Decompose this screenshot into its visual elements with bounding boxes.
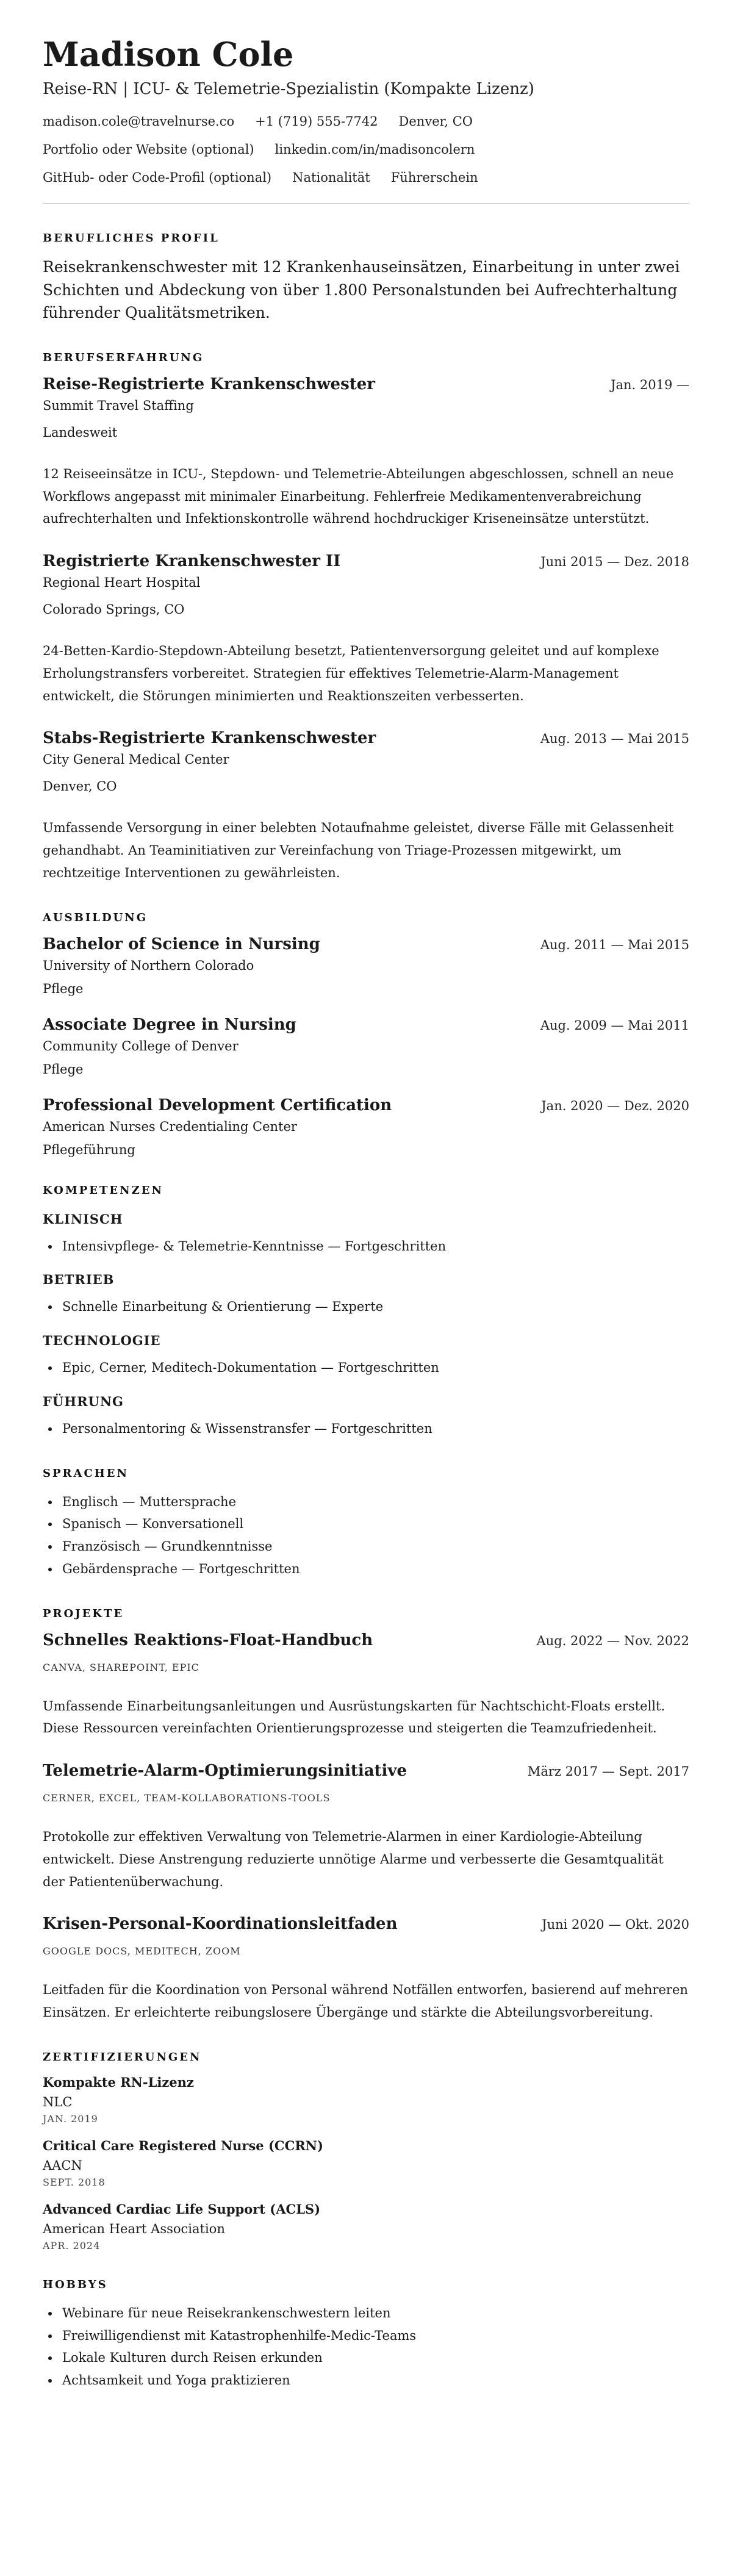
languages-section: [43, 1467, 689, 1580]
hobbies-section: [43, 2278, 689, 2392]
hobby-item: • Freiwilligendienst mit Katastrophenhilfe-Medic-Teams: [60, 2325, 689, 2347]
field-of-study: Pflege: [43, 981, 84, 996]
phone-number[interactable]: +1 (719) 555-7742: [255, 114, 378, 129]
certifications-section: [43, 2051, 689, 2251]
job-date: Jan. 2019 —: [611, 377, 689, 392]
location: Denver, CO: [398, 114, 473, 129]
skill-item: • Personalmentoring & Wissenstransfer — Fortgeschritten: [60, 1418, 689, 1440]
education-date: Aug. 2009 — Mai 2011: [540, 1017, 689, 1033]
hobby-item: • Achtsamkeit und Yoga praktizieren: [60, 2369, 689, 2392]
skill-list: [43, 1357, 689, 1379]
summary-text: Reisekrankenschwester mit 12 Krankenhauseinsätzen, Einarbeitung in unter zwei Schichten und Abdeckung von über 1.800 Personalstunden bei Aufrechterhaltung führender Qualitätsmetriken.: [43, 258, 680, 322]
skills-section: [43, 1184, 689, 1440]
project-description: Leitfaden für die Koordination von Personal während Notfällen entworfen, basierend auf mehreren Einsätzen. Er erleichterte reibungslosere Übergänge und stärkte die Abteilungsvorbereitung.: [43, 1982, 688, 2020]
skill-category: KLINISCH: [43, 1211, 123, 1227]
resume-header: [43, 37, 689, 185]
field-of-study: Pflege: [43, 1061, 84, 1077]
section-title: BERUFSERFAHRUNG: [43, 351, 204, 364]
language-item: • Französisch — Grundkenntnisse: [60, 1535, 689, 1558]
section-title: PROJEKTE: [43, 1607, 124, 1620]
certification-name: Kompakte RN-Lizenz: [43, 2074, 194, 2090]
certification-name: Critical Care Registered Nurse (CCRN): [43, 2137, 323, 2153]
skill-list: [43, 1296, 689, 1318]
company: Summit Travel Staffing: [43, 398, 194, 413]
section-title: AUSBILDUNG: [43, 911, 148, 924]
nationality: Nationalität: [292, 170, 370, 185]
job-description: Umfassende Versorgung in einer belebten Notaufnahme geleistet, diverse Fälle mit Gelassenheit gehandhabt. An Teaminitiativen zur Vereinfachung von Triage-Prozessen mitgewirkt, um rechtzeitige Interventionen zu gewährleisten.: [43, 820, 674, 880]
language-item: • Englisch — Muttersprache: [60, 1491, 689, 1513]
job-location: Denver, CO: [43, 779, 117, 794]
job-description: 12 Reiseeinsätze in ICU-, Stepdown- und Telemetrie-Abteilungen abgeschlossen, schnell an neue Workflows angepasst mit minimaler Einarbeitung. Fehlerfreie Medikamentenverabreichung aufrechterhalten und Infektionskontrolle während hochdruckiger Kriseneinsätze unterstützt.: [43, 466, 674, 526]
job-date: Aug. 2013 — Mai 2015: [540, 731, 689, 747]
certification-entry: [43, 2201, 689, 2251]
job-location: Landesweit: [43, 425, 118, 440]
section-title: ZERTIFIZIERUNGEN: [43, 2050, 202, 2064]
hobby-item: • Webinare für neue Reisekrankenschwestern leiten: [60, 2302, 689, 2325]
education-entry: [43, 935, 689, 996]
email-link[interactable]: madison.cole@travelnurse.co: [43, 114, 235, 129]
section-title: HOBBYS: [43, 2278, 108, 2291]
education-entry: [43, 1016, 689, 1077]
school: University of Northern Colorado: [43, 958, 254, 973]
education-date: Jan. 2020 — Dez. 2020: [541, 1098, 689, 1113]
headline: Reise-RN | ICU- & Telemetrie-Spezialistin (Kompakte Lizenz): [43, 80, 534, 99]
job-title: Stabs-Registrierte Krankenschwester: [43, 729, 376, 748]
skill-list: [43, 1418, 689, 1440]
projects-section: [43, 1607, 689, 2024]
summary-section: [43, 232, 689, 325]
experience-entry: [43, 552, 689, 707]
contact-row-3: [43, 170, 689, 185]
degree: Bachelor of Science in Nursing: [43, 935, 320, 953]
skill-list: [43, 1235, 689, 1258]
certification-entry: [43, 2075, 689, 2125]
certification-entry: [43, 2138, 689, 2188]
education-date: Aug. 2011 — Mai 2015: [540, 937, 689, 952]
skill-item: • Intensivpflege- & Telemetrie-Kenntnisse — Fortgeschritten: [60, 1235, 689, 1258]
project-date: Juni 2020 — Okt. 2020: [542, 1917, 689, 1932]
portfolio-link[interactable]: Portfolio oder Website (optional): [43, 142, 254, 157]
company: City General Medical Center: [43, 752, 229, 767]
certification-issuer: American Heart Association: [43, 2221, 225, 2236]
experience-entry: [43, 729, 689, 884]
project-description: Umfassende Einarbeitungsanleitungen und Ausrüstungskarten für Nachtschicht-Floats erstellt. Diese Ressourcen vereinfachten Orientierungsprozesse und steigerten die Teamzufriedenheit.: [43, 1698, 666, 1736]
job-title: Registrierte Krankenschwester II: [43, 552, 341, 571]
project-name: Krisen-Personal-Koordinationsleitfaden: [43, 1915, 398, 1934]
section-title: SPRACHEN: [43, 1466, 129, 1480]
skill-item: • Epic, Cerner, Meditech-Dokumentation — Fortgeschritten: [60, 1357, 689, 1379]
skill-item: • Schnelle Einarbeitung & Orientierung — Experte: [60, 1296, 689, 1318]
company: Regional Heart Hospital: [43, 575, 201, 590]
field-of-study: Pflegeführung: [43, 1142, 135, 1157]
skill-category: FÜHRUNG: [43, 1393, 124, 1409]
hobby-list: [43, 2302, 689, 2392]
project-entry: [43, 1762, 689, 1893]
section-title: KOMPETENZEN: [43, 1183, 163, 1197]
project-date: Aug. 2022 — Nov. 2022: [536, 1633, 689, 1648]
linkedin-link[interactable]: linkedin.com/in/madisoncolern: [274, 142, 475, 157]
project-tech: CANVA, SHAREPOINT, EPIC: [43, 1661, 199, 1673]
project-name: Schnelles Reaktions-Float-Handbuch: [43, 1631, 373, 1649]
skill-category: BETRIEB: [43, 1272, 115, 1288]
job-description: 24-Betten-Kardio-Stepdown-Abteilung besetzt, Patientenversorgung geleitet und auf komplexe Erholungstransfers vorbereitet. Strategien für effektives Telemetrie-Alarm-Management entwickelt, die Störungen minimierten und Reaktionszeiten verbesserten.: [43, 644, 659, 703]
job-location: Colorado Springs, CO: [43, 602, 185, 617]
education-section: [43, 911, 689, 1157]
certification-date: SEPT. 2018: [43, 2176, 106, 2188]
project-date: März 2017 — Sept. 2017: [527, 1764, 689, 1779]
language-item: • Spanisch — Konversationell: [60, 1513, 689, 1535]
job-title: Reise-Registrierte Krankenschwester: [43, 375, 375, 393]
skill-category: TECHNOLOGIE: [43, 1333, 161, 1349]
language-list: [43, 1491, 689, 1580]
experience-section: [43, 351, 689, 884]
degree: Professional Development Certification: [43, 1096, 392, 1114]
certification-date: JAN. 2019: [43, 2112, 98, 2125]
contact-row-1: [43, 114, 689, 129]
school: American Nurses Credentialing Center: [43, 1119, 297, 1134]
project-entry: [43, 1631, 689, 1740]
school: Community College of Denver: [43, 1038, 239, 1053]
section-title: BERUFLICHES PROFIL: [43, 232, 220, 245]
degree: Associate Degree in Nursing: [43, 1015, 296, 1034]
drivers-license: Führerschein: [390, 170, 478, 185]
candidate-name: Madison Cole: [43, 35, 294, 74]
project-tech: GOOGLE DOCS, MEDITECH, ZOOM: [43, 1945, 241, 1957]
project-name: Telemetrie-Alarm-Optimierungsinitiative: [43, 1762, 407, 1781]
project-entry: [43, 1915, 689, 2024]
project-description: Protokolle zur effektiven Verwaltung von Telemetrie-Alarmen in einer Kardiologie-Abteilung entwickelt. Diese Anstrengung reduzierte unnötige Alarme und verbesserte die Gesamtqualität der Patientenüberwachung.: [43, 1829, 664, 1889]
certification-issuer: NLC: [43, 2094, 73, 2109]
experience-entry: [43, 375, 689, 530]
certification-issuer: AACN: [43, 2158, 82, 2173]
job-date: Juni 2015 — Dez. 2018: [540, 554, 689, 570]
certification-name: Advanced Cardiac Life Support (ACLS): [43, 2201, 321, 2217]
education-entry: [43, 1096, 689, 1157]
header-divider: [43, 203, 689, 204]
certification-date: APR. 2024: [43, 2239, 101, 2251]
hobby-item: • Lokale Kulturen durch Reisen erkunden: [60, 2347, 689, 2369]
language-item: • Gebärdensprache — Fortgeschritten: [60, 1558, 689, 1580]
project-tech: CERNER, EXCEL, TEAM-KOLLABORATIONS-TOOLS: [43, 1792, 331, 1804]
contact-row-2: [43, 142, 689, 157]
github-link[interactable]: GitHub- oder Code-Profil (optional): [43, 170, 272, 185]
